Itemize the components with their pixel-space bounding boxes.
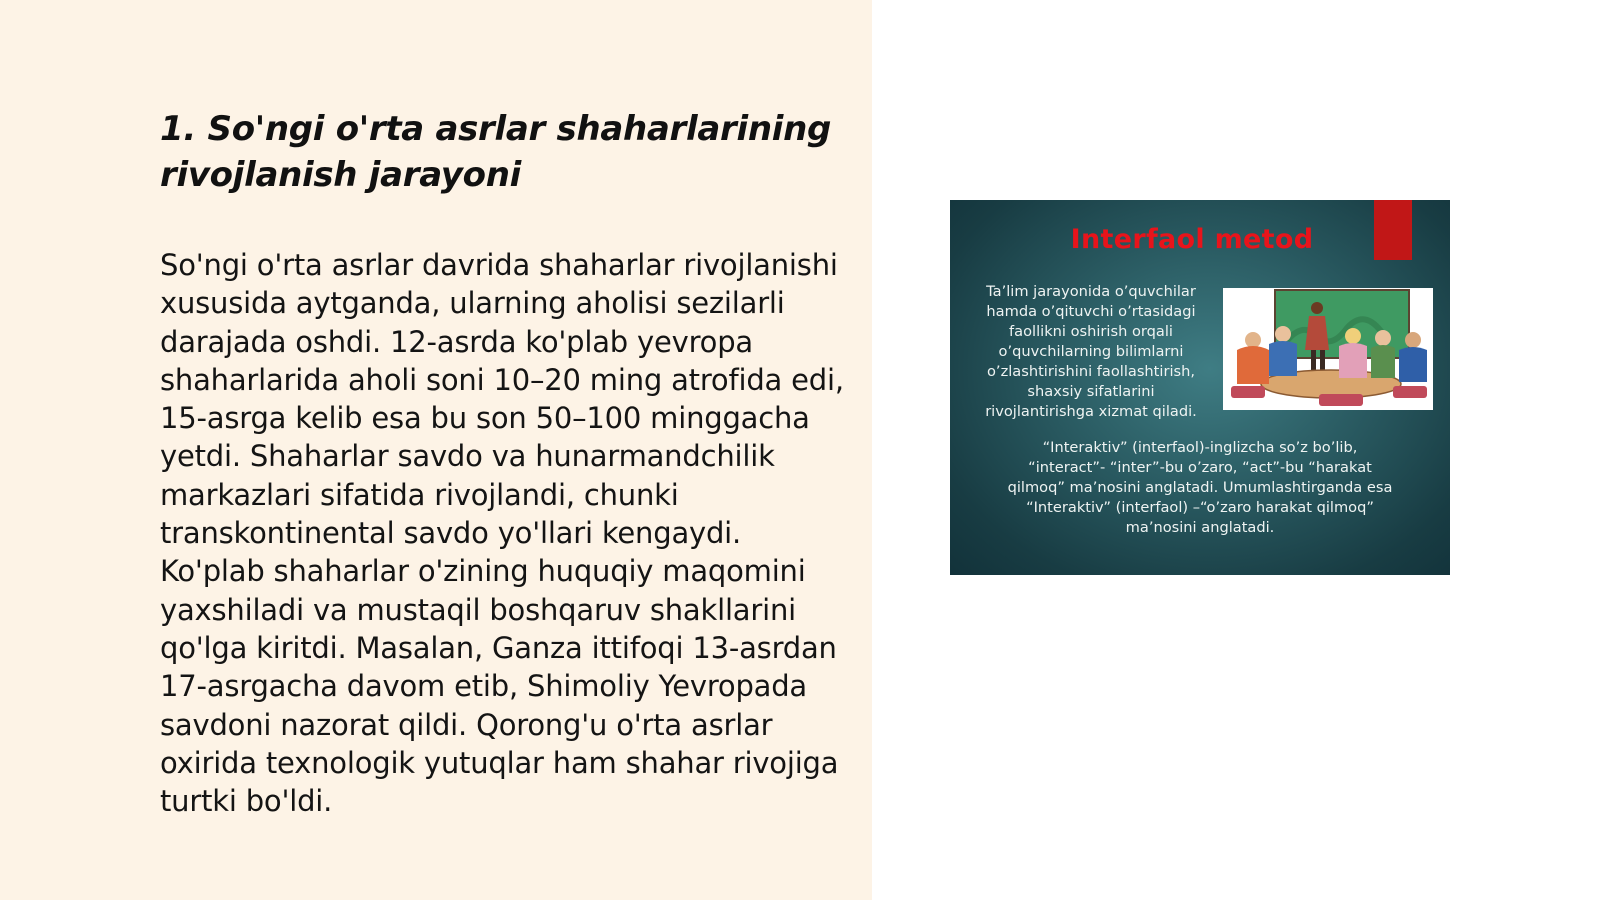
classroom-icon xyxy=(1223,288,1433,410)
classroom-illustration xyxy=(1223,288,1433,410)
image-description-text: Ta’lim jarayonida o’quvchilar hamda o’qituvchi o’rtasidagi faollikni oshirish orqali o’quvchilarning bilimlarni o’zlashtirishini faollashtirish, shaxsiy sifatlarini rivojlantirishga xizmat qiladi. xyxy=(985,283,1197,420)
slide-title: 1. So'ngi o'rta asrlar shaharlarining rivojlanish jarayoni xyxy=(160,109,832,195)
image-heading: Interfaol metod xyxy=(1070,224,1314,255)
image-definition-text: “Interaktiv” (interfaol)-inglizcha so’z bo’lib, “interact”- “inter”-bu o’zaro, “act”-bu “harakat qilmoq” ma’nosini anglatadi. Umumlashtirganda esa “Interaktiv” (interfaol) –“o’zaro harakat qilmoq” ma’nosini anglatadi. xyxy=(1007,439,1393,536)
slide-body-text: So'ngi o'rta asrlar davrida shaharlar rivojlanishi xususida aytganda, ularning aholisi sezilarli darajada oshdi. 12-asrda ko'plab yevropa shaharlarida aholi soni 10–20 ming atrofida edi, 15-asrga kelib esa bu son 50–100 minggacha yetdi. Shaharlar savdo va hunarmandchilik markazlari sifatida rivojlandi, chunki transkontinental savdo yo'llari kengaydi. Ko'plab shaharlar o'zining huquqiy maqomini yaxshiladi va mustaqil boshqaruv shakllarini qo'lga kiritdi. Masalan, Ganza ittifoqi 13-asrdan 17-asrgacha davom etib, Shimoliy Yevropada savdoni nazorat qildi. Qorong'u o'rta asrlar oxirida texnologik yutuqlar ham shahar rivojiga turtki bo'ldi. xyxy=(160,248,844,819)
interfaol-metod-image xyxy=(950,200,1450,575)
